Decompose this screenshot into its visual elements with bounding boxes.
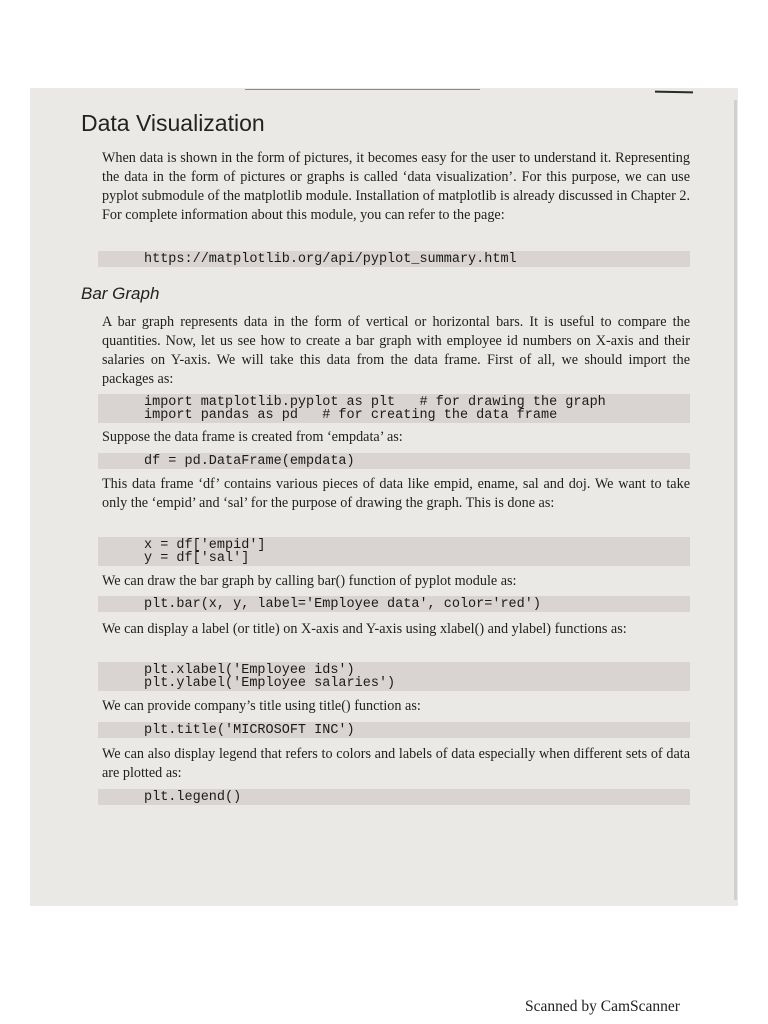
url-text: https://matplotlib.org/api/pyplot_summary.html — [144, 252, 517, 267]
code-line: plt.title('MICROSOFT INC') — [144, 723, 355, 738]
code-line: df = pd.DataFrame(empdata) — [144, 454, 355, 469]
labels-code-box — [98, 662, 690, 691]
legend-paragraph: We can also display legend that refers to colors and labels of data especially when different sets of data are plotted as: — [102, 746, 690, 781]
code-line: y = df['sal'] — [144, 551, 250, 566]
legend-code-box — [98, 789, 690, 805]
code-line: plt.legend() — [144, 790, 242, 805]
intro-paragraph: When data is shown in the form of pictures, it becomes easy for the user to understand it. Representing the data in the form of pictures or graphs is called ‘data visualization’. For this purpose, we can use pyplot submodule of the matplotlib module. Installation of matplotlib is already discussed in Chapter 2. For complete information about this module, you can refer to the page: — [102, 150, 690, 223]
header-rule — [245, 89, 480, 90]
url-code-box — [98, 251, 690, 267]
bar-function-paragraph: We can draw the bar graph by calling bar() function of pyplot module as: — [102, 573, 517, 589]
title-paragraph: We can provide company’s title using title() function as: — [102, 698, 421, 714]
scanner-watermark: Scanned by CamScanner — [525, 998, 680, 1015]
page-edge-shadow — [734, 100, 737, 900]
code-line: plt.xlabel('Employee ids') — [144, 663, 355, 678]
code-line: x = df['empid'] — [144, 538, 266, 553]
page-title: Data Visualization — [81, 110, 265, 136]
axis-labels-paragraph: We can display a label (or title) on X-axis and Y-axis using xlabel() and ylabel) functions as: — [102, 621, 627, 637]
select-columns-paragraph: This data frame ‘df’ contains various pieces of data like empid, ename, sal and doj. We want to take only the ‘empid’ and ‘sal’ for the purpose of drawing the graph. This is done as: — [102, 476, 690, 511]
bar-code-box — [98, 596, 690, 612]
dataframe-paragraph: Suppose the data frame is created from ‘empdata’ as: — [102, 429, 403, 445]
imports-code-box — [98, 394, 690, 423]
code-line: plt.bar(x, y, label='Employee data', color='red') — [144, 597, 541, 612]
code-line: import matplotlib.pyplot as plt # for drawing the graph — [144, 395, 606, 410]
title-code-box — [98, 722, 690, 738]
xy-code-box — [98, 537, 690, 566]
code-line: import pandas as pd # for creating the data frame — [144, 408, 558, 423]
dataframe-code-box — [98, 453, 690, 469]
section-heading-bar-graph: Bar Graph — [81, 284, 160, 303]
bar-graph-paragraph: A bar graph represents data in the form of vertical or horizontal bars. It is useful to compare the quantities. Now, let us see how to create a bar graph with employee id numbers on X-axis and their salaries on Y-axis. We will take this data from the data frame. First of all, we should import the packages as: — [102, 314, 690, 387]
code-line: plt.ylabel('Employee salaries') — [144, 676, 396, 691]
